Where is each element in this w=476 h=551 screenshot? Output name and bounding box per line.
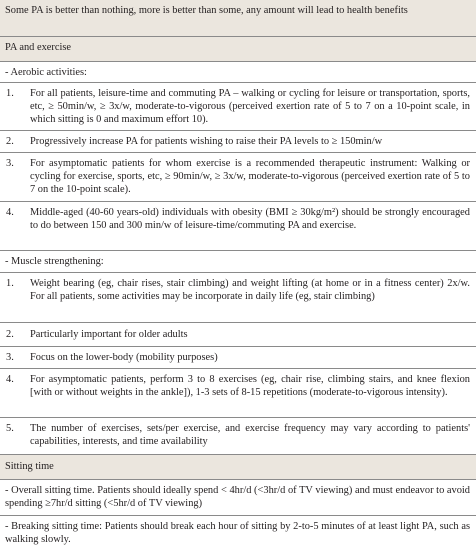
muscle-item xyxy=(0,417,476,454)
sitting-overall-text: - Overall sitting time. Patients should ideally spend < 4hr/d (<3hr/d of TV viewing) and must endeavor to avoid spending ≥7hr/d sitting (<5hr/d of TV viewing) xyxy=(5,485,470,509)
item-number: 1. xyxy=(6,278,14,289)
section-title-sitting: Sitting time xyxy=(5,461,54,472)
item-text: Focus on the lower-body (mobility purposes) xyxy=(30,352,218,363)
item-number: 3. xyxy=(6,158,14,169)
aerobic-item xyxy=(0,82,476,130)
section-title-pa: PA and exercise xyxy=(5,42,71,53)
muscle-heading: - Muscle strengthening: xyxy=(5,256,104,267)
item-text: For all patients, leisure-time and commuting PA – walking or cycling for leisure or transportation, sports, etc, ≥ 50min/w, ≥ 3x/w, moderate-to-vigorous (perceived exertion rate of 5 to 7 on a 10-point scale, in which sitting is 0 and maximum effort 10). xyxy=(30,88,470,125)
item-number: 5. xyxy=(6,423,14,434)
item-number: 3. xyxy=(6,352,14,363)
sitting-breaking-row xyxy=(0,515,476,551)
item-text: Weight bearing (eg, chair rises, stair climbing) and weight lifting (at home or in a fitness center) 2x/w. For all patients, some activities may be incorporate in daily life (eg, stair climbing) xyxy=(30,278,470,302)
item-text: The number of exercises, sets/per exercise, and exercise frequency may vary according to patients' capabilities, interests, and time availability xyxy=(30,423,470,447)
aerobic-heading: - Aerobic activities: xyxy=(5,67,87,78)
muscle-item xyxy=(0,322,476,346)
item-text: Particularly important for older adults xyxy=(30,329,188,340)
muscle-item xyxy=(0,272,476,322)
section-header-sitting xyxy=(0,454,476,479)
sitting-breaking-text: - Breaking sitting time: Patients should break each hour of sitting by 2-to-5 minutes of at least light PA, such as walking slowly. xyxy=(5,521,470,545)
item-text: Middle-aged (40-60 years-old) individuals with obesity (BMI ≥ 30kg/m²) should be strongly encouraged to do between 150 and 300 min/w of leisure-time/commuting PA and exercise. xyxy=(30,207,470,231)
muscle-heading-row xyxy=(0,250,476,272)
aerobic-item xyxy=(0,201,476,250)
item-number: 4. xyxy=(6,207,14,218)
item-number: 1. xyxy=(6,88,14,99)
aerobic-heading-row xyxy=(0,61,476,82)
sitting-overall-row xyxy=(0,479,476,515)
aerobic-item xyxy=(0,130,476,152)
item-text: For asymptomatic patients, perform 3 to 8 exercises (eg, chair rise, climbing stairs, and knee flexion [with or without weights in the ankle]), 1-3 sets of 8-15 repetitions (moderate-to-vigorous intensity). xyxy=(30,374,470,398)
intro-text: Some PA is better than nothing, more is better than some, any amount will lead to health benefits xyxy=(5,5,408,16)
item-number: 2. xyxy=(6,136,14,147)
muscle-item xyxy=(0,368,476,417)
item-number: 4. xyxy=(6,374,14,385)
section-header-pa xyxy=(0,36,476,61)
muscle-item xyxy=(0,346,476,368)
aerobic-item xyxy=(0,152,476,201)
item-text: For asymptomatic patients for whom exercise is a recommended therapeutic instrument: Walking or cycling for exercise, sports, etc, ≥ 90min/w, ≥ 3x/w, moderate-to-vigorous (perceived exertion rate of 5 to 7 on the 10-point scale). xyxy=(30,158,470,195)
item-number: 2. xyxy=(6,329,14,340)
intro-row xyxy=(0,0,476,36)
item-text: Progressively increase PA for patients wishing to raise their PA levels to ≥ 150min/w xyxy=(30,136,383,147)
